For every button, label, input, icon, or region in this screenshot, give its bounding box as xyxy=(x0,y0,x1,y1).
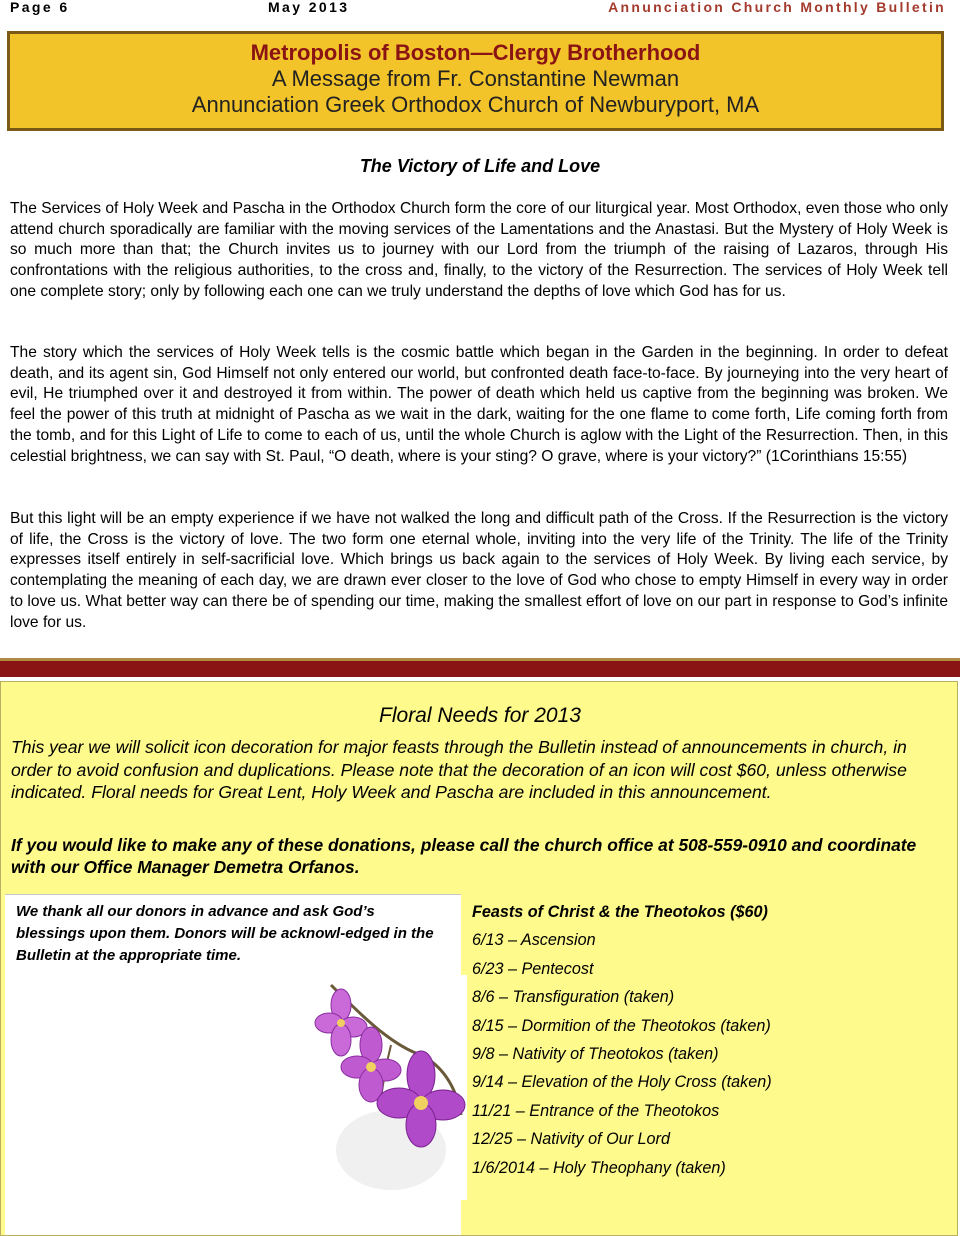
message-from: A Message from Fr. Constantine Newman xyxy=(271,66,680,91)
list-item: 9/8 – Nativity of Theotokos (taken) xyxy=(472,1045,719,1064)
list-item: 12/25 – Nativity of Our Lord xyxy=(472,1130,670,1149)
thanks-box xyxy=(5,894,461,1235)
feasts-list xyxy=(472,898,932,1182)
article-title: The Victory of Life and Love xyxy=(359,156,601,176)
list-item: 6/23 – Pentecost xyxy=(472,959,594,978)
list-item: 8/15 – Dormition of the Theotokos (taken) xyxy=(472,1016,771,1035)
list-item: 1/6/2014 – Holy Theophany (taken) xyxy=(472,1158,726,1177)
floral-needs-box xyxy=(0,681,958,1236)
list-item: 6/13 – Ascension xyxy=(472,931,596,950)
list-item: 8/6 – Transfiguration (taken) xyxy=(472,988,675,1007)
clergy-message-box xyxy=(7,31,944,131)
orchid-image xyxy=(271,975,467,1200)
article-paragraph-1: The Services of Holy Week and Pascha in the Orthodox Church form the core of our liturgical year. Most Orthodox, even those who only attend church sporadically are familiar with the moving services of the Lamentations and the Anastasi. But the Mystery of Holy Week is so much more than that; the Church invites us to journey with our Lord from the triumph of the raising of Lazaros, through His confrontations with the religious authorities, to the cross and, finally, to the victory of the Resurrection. The services of Holy Week tell one complete story; only by following each one can we truly understand the depths of love which God has for us. xyxy=(10,200,948,300)
page-header xyxy=(10,0,946,14)
church-name: Annunciation Greek Orthodox Church of Newburyport, MA xyxy=(191,92,760,117)
article-paragraph-2: The story which the services of Holy Week tells is the cosmic battle which began in the Garden in the beginning. In order to defeat death, and its agent sin, God Himself not only entered our world, but confronted death face-to-face. By journeying into the very heart of evil, He triumphed over it and destroyed it from within. The power of death which held us captive from the beginning was broken. We feel the power of this truth at midnight of Pascha as we wait in the dark, waiting for the one flame to come forth, Life coming forth from the tomb, and for this Light of Life to come to each of us, until the whole Church is aglow with the Light of the Resurrection. Then, in this celestial brightness, we can say with St. Paul, “O death, where is your sting? O grave, where is your victory?” (1Corinthians 15:55) xyxy=(10,344,948,465)
article-paragraph-3: But this light will be an empty experience if we have not walked the long and difficult path of the Cross. If the Resurrection is the victory of life, the Cross is the victory of love. The two form one eternal whole, inviting into the very life of the Trinity. The life of the Trinity expresses itself entirely in self-sacrificial love. Which brings us back again to the services of Holy Week. By living each service, by contemplating the meaning of each day, we are drawn ever closer to the love of God who chose to empty Himself in every way in order to love us. What better way can there be of spending our time, making the smallest effort of love on our part in response to God’s infinite love for us. xyxy=(10,510,948,631)
floral-intro: This year we will solicit icon decoration for major feasts through the Bulletin instead of announcements in church, in order to avoid confusion and duplications. Please note that the decoration of an icon will cost $60, unless otherwise indicated. Floral needs for Great Lent, Holy Week and Pascha are included in this announcement. xyxy=(11,737,907,802)
clergy-title: Metropolis of Boston—Clergy Brotherhood xyxy=(250,40,701,65)
feasts-heading: Feasts of Christ & the Theotokos ($60) xyxy=(472,903,768,921)
floral-call-to-action: If you would like to make any of these donations, please call the church office at 508-559-0910 and coordinate with our Office Manager Demetra Orfanos. xyxy=(11,835,917,877)
page-number: Page 6 xyxy=(10,0,70,15)
divider-bar xyxy=(0,661,960,677)
floral-title: Floral Needs for 2013 xyxy=(379,704,581,727)
thanks-text: We thank all our donors in advance and ask God’s blessings upon them. Donors will be acknowl-edged in the Bulletin at the appropriate time. xyxy=(16,903,434,964)
list-item: 9/14 – Elevation of the Holy Cross (taken) xyxy=(472,1073,772,1092)
issue-date: May 2013 xyxy=(268,0,350,15)
bulletin-name: Annunciation Church Monthly Bulletin xyxy=(608,0,946,15)
list-item: 11/21 – Entrance of the Theotokos xyxy=(472,1101,720,1120)
